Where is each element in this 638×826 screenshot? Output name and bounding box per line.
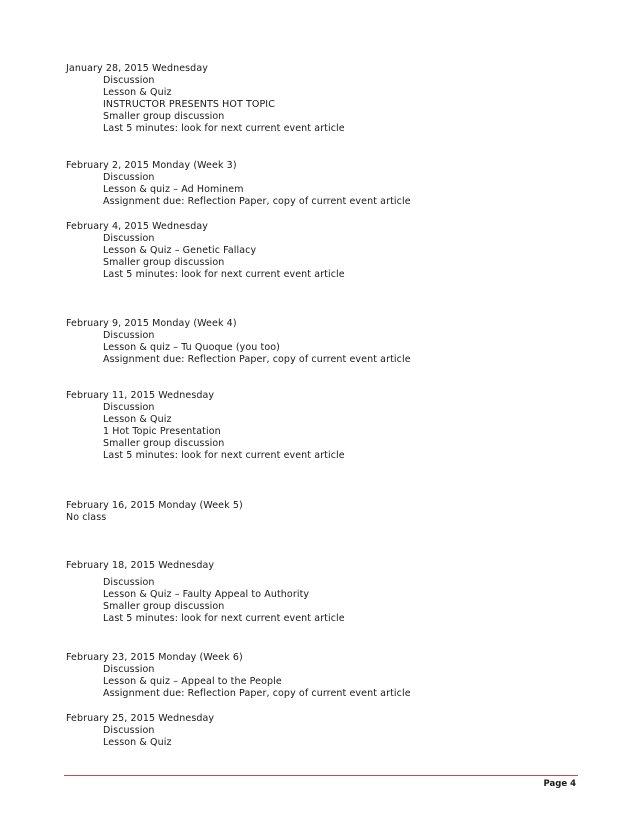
entry-item: Lesson & Quiz – Faulty Appeal to Authority (103, 589, 310, 600)
entry-item: Discussion (103, 75, 155, 86)
entry-item: Assignment due: Reflection Paper, copy of current event article (103, 688, 411, 699)
entry-item: Last 5 minutes: look for next current event article (103, 269, 345, 280)
schedule-entry-feb-25 (66, 713, 586, 749)
entry-item: Discussion (103, 725, 155, 736)
entry-item: Discussion (103, 233, 155, 244)
entry-date: January 28, 2015 Wednesday (66, 63, 208, 74)
entry-date: February 9, 2015 Monday (Week 4) (66, 318, 237, 329)
entry-item: Discussion (103, 577, 155, 588)
schedule-entry-feb-11 (66, 390, 586, 462)
entry-item: Smaller group discussion (103, 111, 225, 122)
entry-item: Last 5 minutes: look for next current event article (103, 123, 345, 134)
entry-date: February 23, 2015 Monday (Week 6) (66, 652, 243, 663)
entry-item: Discussion (103, 402, 155, 413)
entry-date: February 11, 2015 Wednesday (66, 390, 215, 401)
entry-item: Smaller group discussion (103, 257, 225, 268)
page-number: Page 4 (543, 779, 576, 789)
schedule-entry-feb-18 (66, 560, 586, 625)
schedule-entry-feb-16 (66, 500, 586, 524)
schedule-entry-feb-2 (66, 160, 586, 208)
entry-item: Smaller group discussion (103, 438, 225, 449)
entry-item: Discussion (103, 172, 155, 183)
entry-item: Lesson & quiz – Ad Hominem (103, 184, 244, 195)
schedule-entry-jan-28 (66, 63, 586, 135)
entry-item: Assignment due: Reflection Paper, copy of current event article (103, 196, 411, 207)
entry-item: Assignment due: Reflection Paper, copy of current event article (103, 354, 411, 365)
entry-item: Discussion (103, 330, 155, 341)
footer-divider (64, 775, 578, 776)
entry-item: Lesson & Quiz (103, 414, 172, 425)
entry-item: Lesson & quiz – Appeal to the People (103, 676, 282, 687)
entry-date: February 4, 2015 Wednesday (66, 221, 208, 232)
schedule-entry-feb-9 (66, 318, 586, 366)
entry-item: Last 5 minutes: look for next current event article (103, 450, 345, 461)
entry-item: Smaller group discussion (103, 601, 225, 612)
entry-item: Lesson & Quiz (103, 87, 172, 98)
schedule-entry-feb-4 (66, 221, 586, 281)
entry-date: February 2, 2015 Monday (Week 3) (66, 160, 237, 171)
entry-item: Discussion (103, 664, 155, 675)
entry-item: 1 Hot Topic Presentation (103, 426, 221, 437)
entry-item: No class (66, 512, 107, 523)
entry-item: Lesson & quiz – Tu Quoque (you too) (103, 342, 280, 353)
entry-date: February 18, 2015 Wednesday (66, 560, 215, 571)
entry-item: INSTRUCTOR PRESENTS HOT TOPIC (103, 99, 275, 110)
entry-date: February 25, 2015 Wednesday (66, 713, 215, 724)
entry-date: February 16, 2015 Monday (Week 5) (66, 500, 243, 511)
entry-item: Last 5 minutes: look for next current event article (103, 613, 345, 624)
schedule-entry-feb-23 (66, 652, 586, 700)
entry-item: Lesson & Quiz – Genetic Fallacy (103, 245, 257, 256)
entry-item: Lesson & Quiz (103, 737, 172, 748)
